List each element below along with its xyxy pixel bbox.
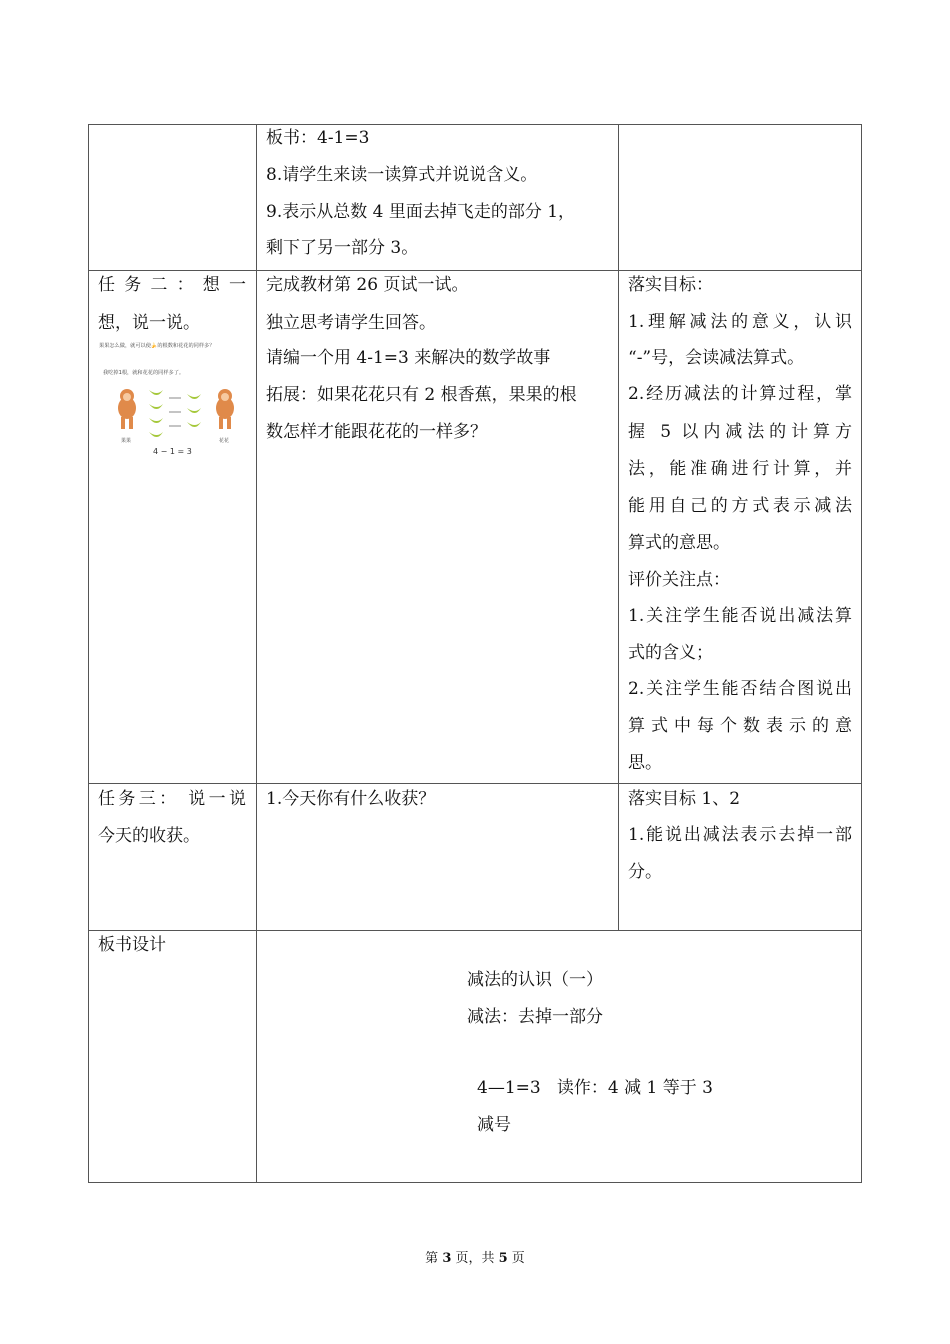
task2-content-1: 完成教材第 26 页试一试。: [266, 275, 469, 295]
task2-goal-4: 2.经历减法的计算过程，掌: [628, 384, 852, 404]
row-divider-3: [88, 930, 862, 931]
task2-goal-5: 握 5 以内减法的计算方: [628, 422, 852, 442]
task2-title-line1: 任 务 二 ： 想 一: [98, 275, 246, 295]
table-border-right: [861, 124, 862, 1183]
task3-title-line1: 任务三： 说一说: [98, 789, 246, 809]
board-equation: 4—1=3 读作：4 减 1 等于 3: [477, 1078, 713, 1098]
task2-eval-5: 思。: [628, 753, 662, 773]
illustration-label-right: 花花: [219, 438, 230, 444]
footer-prefix: 第: [425, 1251, 443, 1266]
row-divider-2: [88, 783, 862, 784]
illustration-caption-sub: 我吃掉1根，就和花花的同样多了。: [103, 370, 185, 376]
footer-suffix: 页: [507, 1251, 525, 1266]
task2-goal-3: “-”号，会读减法算式。: [628, 348, 805, 368]
illustration-label-left: 果果: [121, 438, 132, 444]
row-divider-1: [88, 270, 862, 271]
task3-title-line2: 今天的收获。: [98, 826, 200, 846]
column-divider-2: [618, 124, 619, 930]
footer-page-number: 3: [442, 1251, 452, 1266]
task3-content-1: 1.今天你有什么收获？: [266, 789, 436, 809]
row1-text-3: 9.表示从总数 4 里面去掉飞走的部分 1，: [266, 202, 576, 222]
column-divider-1: [256, 124, 257, 1183]
task2-eval-4: 算式中每个数表示的意: [628, 716, 852, 736]
task2-eval-title: 评价关注点：: [628, 570, 730, 590]
task2-goal-1: 落实目标：: [628, 275, 713, 295]
table-border-left: [88, 124, 89, 1183]
task2-eval-2: 式的含义；: [628, 643, 713, 663]
table-border-bottom: [88, 1182, 862, 1183]
row1-text-1: 板书：4-1=3: [266, 128, 370, 148]
board-title: 减法的认识（一）: [467, 970, 603, 990]
task2-content-5: 数怎样才能跟花花的一样多？: [266, 422, 487, 442]
task2-eval-1: 1.关注学生能否说出减法算: [628, 606, 852, 626]
illustration-caption-top: 果果怎么做，就可以使🍌的根数和花花的同样多？: [99, 343, 215, 349]
task2-goal-6: 法，能准确进行计算，并: [628, 459, 852, 479]
page-footer: [0, 1247, 950, 1266]
task3-goal-3: 分。: [628, 862, 662, 882]
task2-content-3: 请编一个用 4-1=3 来解决的数学故事: [266, 348, 551, 368]
illustration-equation: 4 − 1 = 3: [153, 447, 192, 456]
row1-text-2: 8.请学生来读一读算式并说说含义。: [266, 165, 538, 185]
board-design-label: 板书设计: [98, 935, 166, 955]
task2-goal-2: 1.理解减法的意义，认识: [628, 312, 852, 332]
footer-mid: 页，共: [451, 1251, 499, 1266]
footer-total-pages: 5: [498, 1251, 508, 1266]
table-border-top: [88, 124, 862, 125]
task2-goal-7: 能用自己的方式表示减法: [628, 496, 852, 516]
task2-eval-3: 2.关注学生能否结合图说出: [628, 679, 852, 699]
task2-content-2: 独立思考请学生回答。: [266, 313, 436, 333]
board-line-1: 减法：去掉一部分: [467, 1007, 603, 1027]
task2-title-line2: 想，说一说。: [98, 313, 200, 333]
task2-goal-8: 算式的意思。: [628, 533, 730, 553]
task3-goal-1: 落实目标 1、2: [628, 789, 741, 809]
board-minus-sign-label: 减号: [477, 1115, 511, 1135]
task3-goal-2: 1.能说出减法表示去掉一部: [628, 825, 852, 845]
task2-content-4: 拓展：如果花花只有 2 根香蕉，果果的根: [266, 385, 577, 405]
row1-text-4: 剩下了另一部分 3。: [266, 238, 419, 258]
textbook-illustration: [97, 338, 249, 458]
